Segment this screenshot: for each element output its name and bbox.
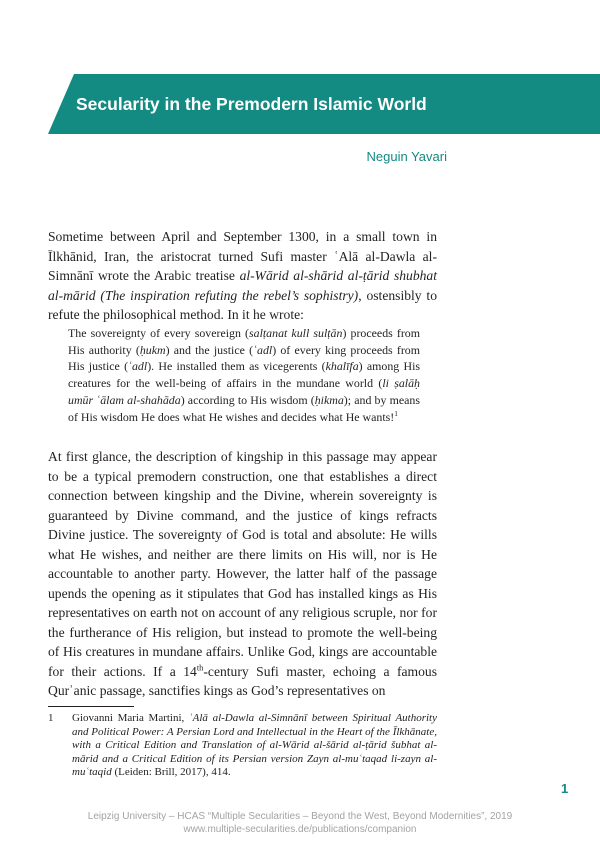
quote-text: ). He installed them as vicegerents ( (147, 359, 326, 374)
quote-text: ) proceeds from His authority ( (68, 326, 420, 357)
block-quote (68, 325, 420, 425)
footnote-publication: (Leiden: Brill, 2017), 414. (111, 766, 231, 779)
author-name: Neguin Yavari (366, 149, 447, 164)
treatise-title: al-Wārid al-shārid al-ṭārid shubhat al-mārid (The inspiration refuting the rebel’s sophistry) (48, 268, 438, 303)
quote-term: salṭanat kull sulṭān (249, 326, 343, 340)
footnote-ref[interactable]: 1 (394, 408, 398, 418)
quote-term: khalīfa (325, 359, 359, 374)
footnote (48, 712, 437, 780)
footnote-number: 1 (48, 712, 54, 724)
footnote-author: Giovanni Maria Martini, (72, 712, 189, 724)
footer-citation: Leipzig University – HCAS “Multiple Secularities – Beyond the West, Beyond Modernities”, 2019 (87, 811, 513, 822)
quote-term: ḥikma (314, 392, 344, 407)
footnote-book-title: ʿAlā al-Dawla al-Simnānī between Spiritual Authority and Political Power: A Persian Lord and Intellectual in the Heart of the Īlkhānate, with a Critical Edition and Translation of al-Wārid al-šārid al-ṭārid šubhat al-mārid and a Critical Edition of its Persian version Zayn al-muʿtaqad li-zayn al-muʿtaqid (72, 712, 437, 779)
analysis-paragraph (48, 447, 437, 701)
intro-text-end: , ostensibly to refute the philosophical method. In it he wrote: (48, 287, 437, 322)
quote-term: ʿadl (128, 359, 148, 374)
quote-text: ) and the justice ( (165, 342, 254, 357)
quote-term: ʿadl (253, 342, 273, 357)
page-footer (0, 810, 600, 836)
analysis-text-start: At first glance, the description of kingship in this passage may appear to be a typical premodern construction, one that establishes a direct connection between kingship and the Divine, wherein sovereignty is guaranteed by Divine command, and the justice of kings refracts Divine justice. The sovereignty of God is total and absolute: He wills what He wishes, and neither are there limits on His will, nor is He accountable to another party. However, the latter half of the passage upends the opening as it stipulates that God has installed kings as His representatives on earth not on account of any religious scruple, nor for the furtherance of His religion, but instead to promote the well-being of His creatures in mundane affairs. Unlike God, kings are accountable for their actions. If a 14 (48, 449, 437, 679)
page-number: 1 (561, 781, 569, 796)
quote-text: ) according to His wisdom ( (180, 392, 315, 407)
quote-text: ) among His creatures for the well-being of affairs in the mundane world ( (68, 359, 420, 391)
quote-text: The sovereignty of every sovereign ( (68, 326, 249, 340)
intro-text-start: Sometime between April and September 1300, in a small town in Īlkhānid, Iran, the aristocrat turned Sufi master ʿAlā al-Dawla al-Simnānī wrote the Arabic treatise (48, 229, 437, 283)
page-title: Secularity in the Premodern Islamic World (76, 94, 427, 114)
quote-term: li ṣalāḥ umūr ʿālam al-shahāda (68, 376, 420, 407)
footnote-text (72, 712, 437, 780)
footer-link[interactable]: www.multiple-secularities.de/publications/companion (183, 824, 417, 835)
footnote-divider (48, 706, 134, 707)
analysis-text-end: -century Sufi master, echoing a famous Qurʾanic passage, sanctifies kings as God’s representatives on (48, 663, 437, 698)
quote-text: ); and by means of His wisdom He does what He wishes and decides what He wants! (68, 392, 420, 424)
ordinal-suffix: th (196, 661, 204, 672)
intro-paragraph (48, 227, 437, 325)
quote-term: ḥukm (139, 342, 166, 357)
quote-text: ) of every king proceeds from His justice ( (68, 342, 420, 374)
